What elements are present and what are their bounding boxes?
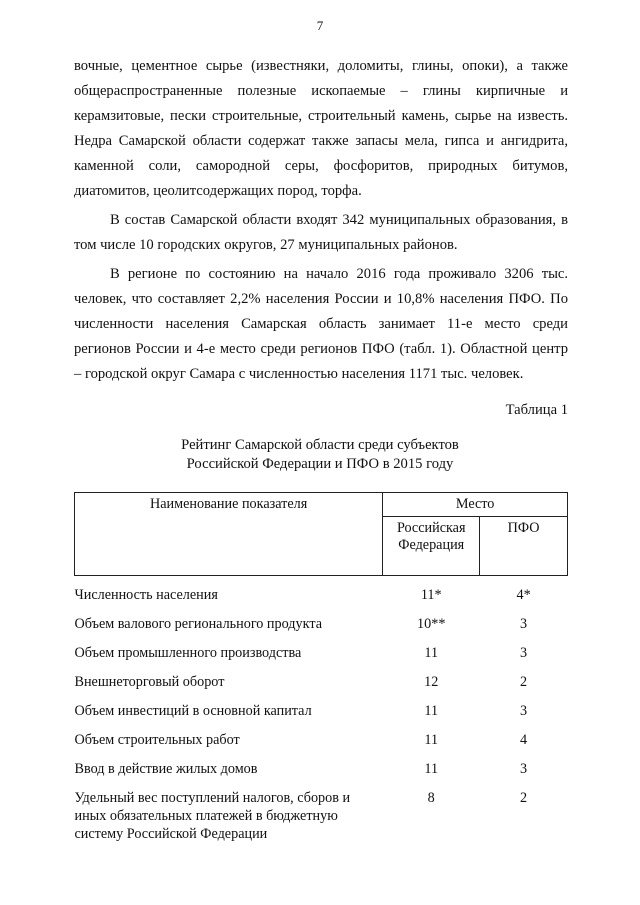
- table-row: [75, 586, 568, 604]
- row-pfo-place: 3: [520, 616, 528, 632]
- row-name: Численность населения: [74, 587, 218, 603]
- row-name: Удельный вес поступлений налогов, сборов и иных обязательных платежей в бюджетную систему Российской Федерации: [74, 790, 351, 842]
- header-rf-line-2: Федерация: [398, 537, 465, 553]
- table-caption-line-2: Российской Федерации и ПФО в 2015 году: [186, 456, 454, 472]
- row-name: Объем валового регионального продукта: [74, 616, 322, 632]
- row-rf-place: 11: [424, 645, 439, 661]
- row-rf-place: 8: [427, 790, 435, 806]
- row-name: Объем строительных работ: [74, 732, 240, 748]
- row-name: Объем промышленного производства: [74, 645, 302, 661]
- row-pfo-place: 3: [520, 645, 528, 661]
- row-name: Ввод в действие жилых домов: [74, 761, 258, 777]
- table-label: Таблица 1: [505, 402, 568, 418]
- row-rf-place: 11: [424, 761, 439, 777]
- header-pfo: ПФО: [480, 517, 568, 576]
- row-rf-place: 11*: [420, 587, 442, 603]
- row-pfo-place: 4*: [516, 587, 531, 603]
- row-pfo-place: 2: [520, 790, 528, 806]
- row-rf-place: 11: [424, 703, 439, 719]
- paragraph-municipalities: В состав Самарской области входят 342 муниципальных образования, в том числе 10 городских округов, 27 муниципальных районов.: [74, 212, 568, 253]
- table-caption-line-1: Рейтинг Самарской области среди субъектов: [181, 437, 459, 453]
- table-row: [75, 760, 568, 778]
- body-text: [74, 54, 568, 387]
- table-row: [75, 615, 568, 633]
- row-pfo-place: 3: [520, 761, 528, 777]
- page-number: 7: [316, 18, 324, 33]
- row-rf-place: 10**: [417, 616, 446, 632]
- paragraph-population: В регионе по состоянию на начало 2016 года проживало 3206 тыс. человек, что составляет 2,2% населения России и 10,8% населения ПФО. По численности населения Самарская область занимает 11-е место среди регионов России и 4-е место среди регионов ПФО (табл. 1). Областной центр – городской округ Самара с численностью населения 1171 тыс. человек.: [74, 266, 568, 382]
- header-place: Место: [383, 493, 568, 517]
- row-rf-place: 11: [424, 732, 439, 748]
- row-name: Внешнеторговый оборот: [74, 674, 225, 690]
- header-russian-federation: [383, 517, 480, 576]
- row-name: Объем инвестиций в основной капитал: [74, 703, 312, 719]
- row-rf-place: 12: [424, 674, 439, 690]
- rating-table: [74, 492, 568, 843]
- header-rf-line-1: Российская: [396, 520, 466, 536]
- table-caption: [0, 436, 640, 474]
- row-pfo-place: 3: [520, 703, 528, 719]
- table-row: [75, 644, 568, 662]
- table-row: [75, 731, 568, 749]
- row-pfo-place: 2: [520, 674, 528, 690]
- table-row: [75, 789, 568, 843]
- paragraph-continuation: вочные, цементное сырье (известняки, доломиты, глины, опоки), а также общераспространенные полезные ископаемые – глины кирпичные и керамзитовые, пески строительные, строительный камень, сырье на известь. Недра Самарской области содержат также запасы мела, гипса и ангидрита, каменной соли, самородной серы, фосфоритов, природных битумов, диатомитов, цеолитсодержащих пород, торфа.: [74, 58, 568, 199]
- table-row: [75, 673, 568, 691]
- table-row: [75, 702, 568, 720]
- row-pfo-place: 4: [520, 732, 528, 748]
- header-indicator: Наименование показателя: [75, 493, 383, 576]
